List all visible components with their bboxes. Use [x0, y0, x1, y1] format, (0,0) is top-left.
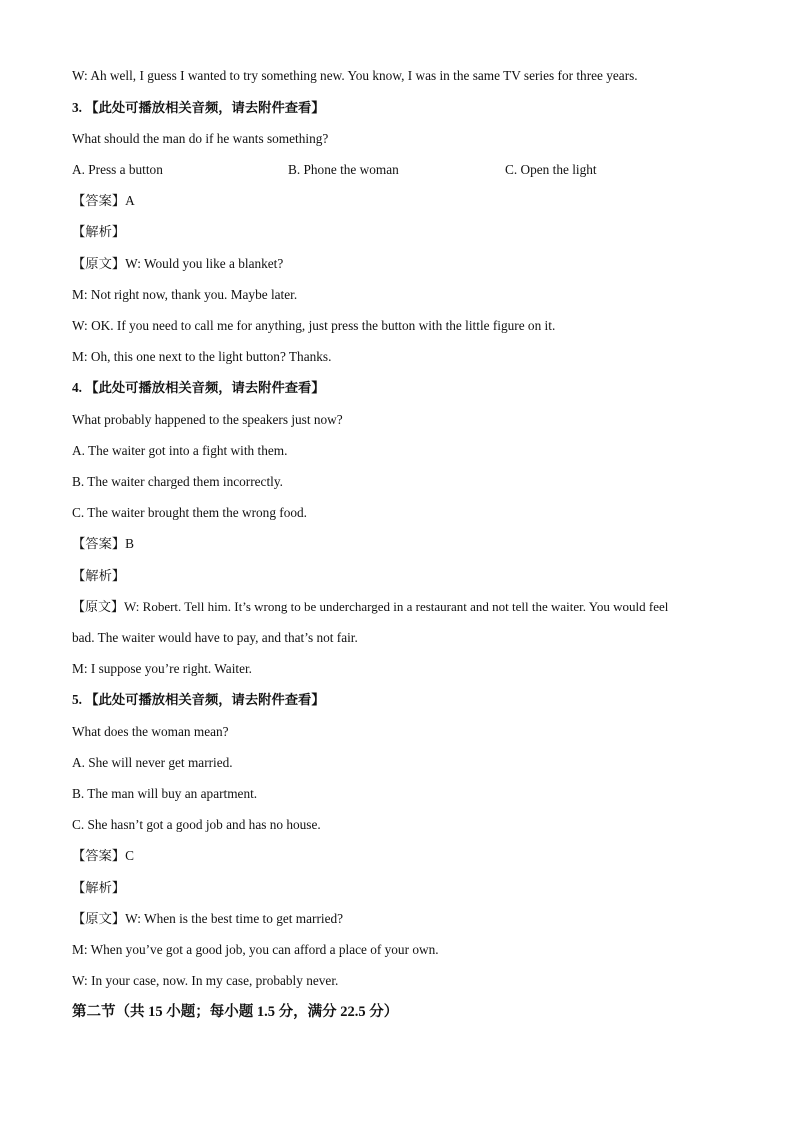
- question-4-text: What probably happened to the speakers just now?: [72, 412, 343, 427]
- option-b: B. Phone the woman: [288, 162, 399, 177]
- transcript-line: W: Ah well, I guess I wanted to try something new. You know, I was in the same TV series for three years.: [72, 68, 638, 83]
- option-a: A. Press a button: [72, 162, 163, 177]
- transcript-line: W: In your case, now. In my case, probably never.: [72, 973, 339, 988]
- answer-label: 【答案】C: [72, 848, 135, 863]
- transcript-line: W: OK. If you need to call me for anything, just press the button with the little figure on it.: [72, 318, 556, 333]
- option-c: C. The waiter brought them the wrong food.: [72, 505, 307, 520]
- section-heading: 第二节（共 15 小题；每小题 1.5 分，满分 22.5 分）: [72, 1004, 399, 1020]
- option-b: B. The man will buy an apartment.: [72, 786, 258, 801]
- analysis-label: 【解析】: [72, 568, 126, 583]
- question-5-title: 5. 【此处可播放相关音频，请去附件查看】: [72, 692, 325, 707]
- transcript-line: 【原文】W: Robert. Tell him. It’s wrong to be undercharged in a restaurant and not tell the waiter. You would feel: [72, 599, 669, 614]
- question-3-title: 3. 【此处可播放相关音频，请去附件查看】: [72, 100, 325, 115]
- transcript-line: M: Oh, this one next to the light button? Thanks.: [72, 349, 332, 364]
- transcript-line: M: I suppose you’re right. Waiter.: [72, 661, 253, 676]
- answer-label: 【答案】A: [72, 193, 135, 208]
- option-b: B. The waiter charged them incorrectly.: [72, 474, 283, 489]
- transcript-line: 【原文】W: When is the best time to get married?: [72, 911, 344, 926]
- option-a: A. She will never get married.: [72, 755, 233, 770]
- option-c: C. Open the light: [505, 162, 597, 177]
- question-5-text: What does the woman mean?: [72, 724, 229, 739]
- transcript-line: bad. The waiter would have to pay, and that’s not fair.: [72, 630, 358, 645]
- analysis-label: 【解析】: [72, 224, 126, 239]
- option-c: C. She hasn’t got a good job and has no house.: [72, 817, 321, 832]
- analysis-label: 【解析】: [72, 880, 126, 895]
- transcript-line: 【原文】W: Would you like a blanket?: [72, 256, 284, 271]
- transcript-line: M: Not right now, thank you. Maybe later.: [72, 287, 298, 302]
- question-4-title: 4. 【此处可播放相关音频，请去附件查看】: [72, 380, 325, 395]
- answer-label: 【答案】B: [72, 536, 135, 551]
- option-a: A. The waiter got into a fight with them.: [72, 443, 288, 458]
- question-3-text: What should the man do if he wants something?: [72, 131, 329, 146]
- transcript-line: M: When you’ve got a good job, you can afford a place of your own.: [72, 942, 439, 957]
